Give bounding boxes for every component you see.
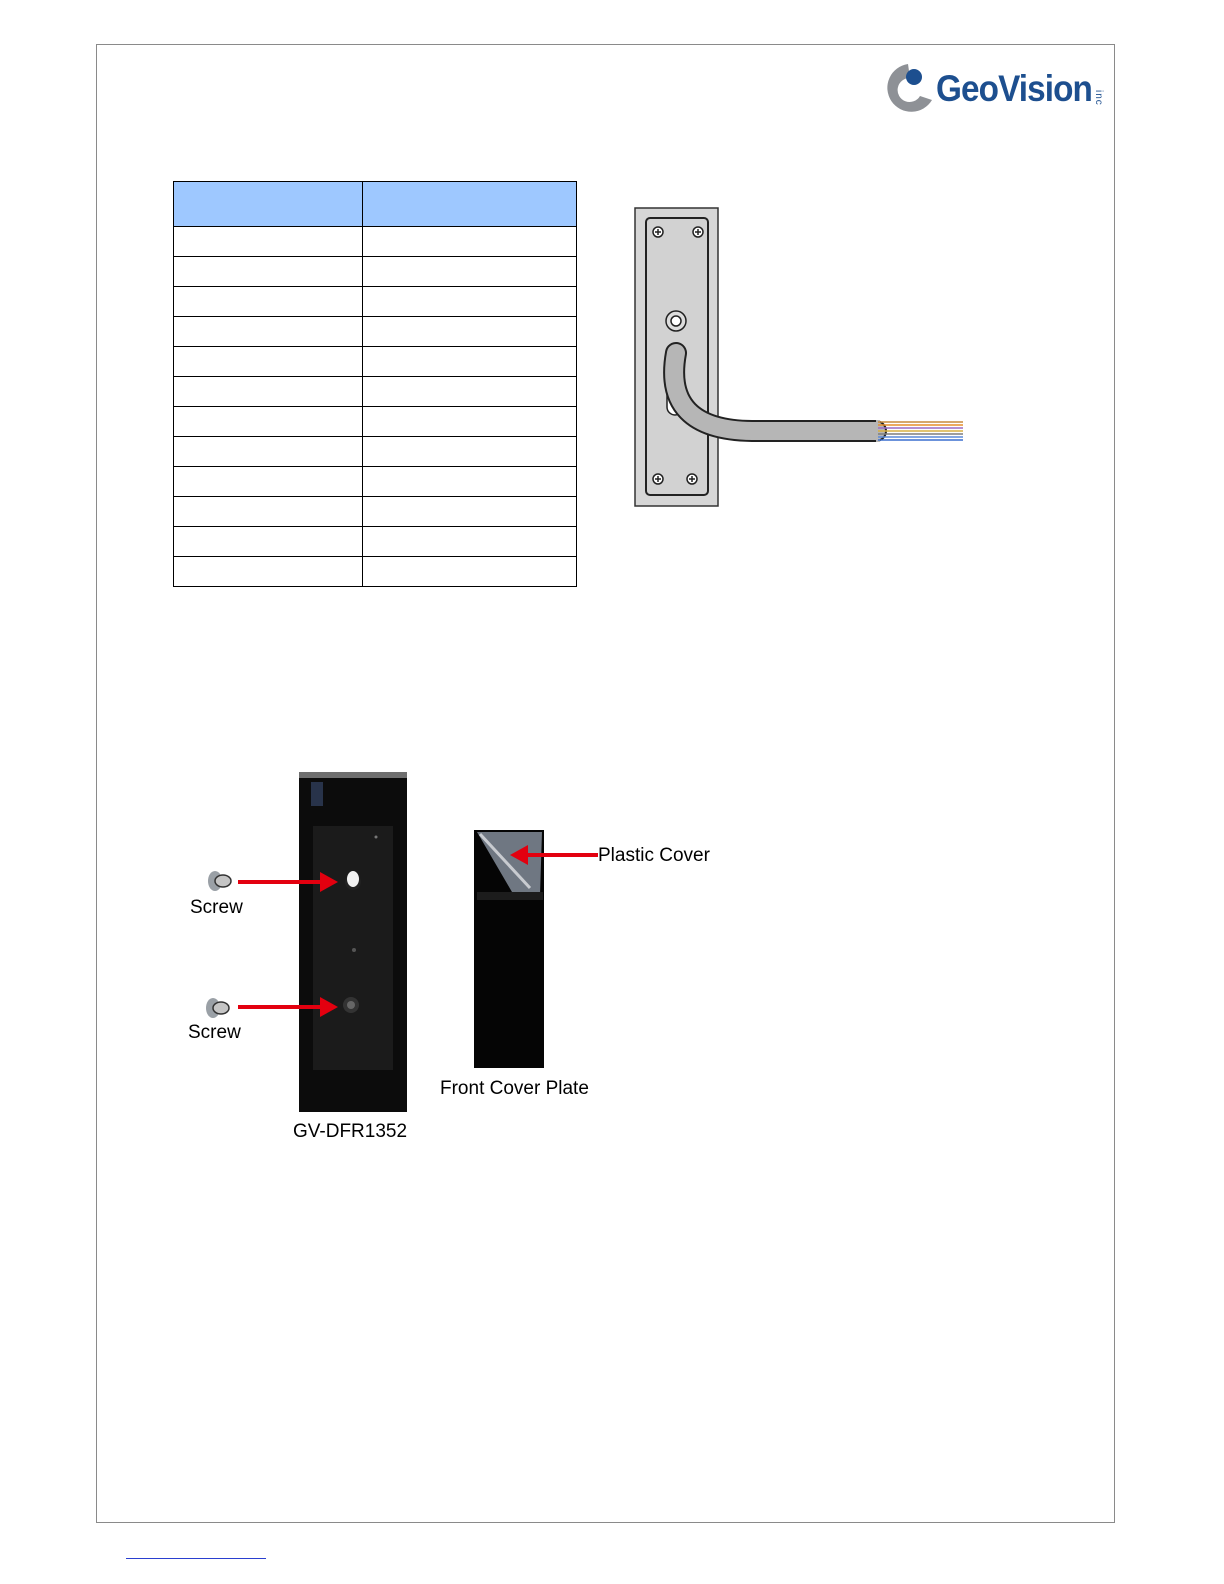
table-row bbox=[174, 557, 577, 587]
screw-hole-icon bbox=[653, 474, 663, 484]
geovision-logo bbox=[880, 60, 1110, 116]
table-cell bbox=[363, 437, 577, 467]
table-cell bbox=[363, 347, 577, 377]
screw-hole-bottom-icon bbox=[343, 997, 359, 1013]
table-row bbox=[174, 437, 577, 467]
wire-table bbox=[173, 181, 577, 587]
table-header-cell bbox=[363, 182, 577, 227]
screw-hole-icon bbox=[693, 227, 703, 237]
logo-inc: inc bbox=[1093, 90, 1104, 106]
screw-hole-icon bbox=[653, 227, 663, 237]
table-cell bbox=[363, 227, 577, 257]
table-row bbox=[174, 377, 577, 407]
table-cell bbox=[174, 287, 363, 317]
table-cell bbox=[174, 257, 363, 287]
table-cell bbox=[363, 287, 577, 317]
table-row bbox=[174, 317, 577, 347]
table-cell bbox=[174, 557, 363, 587]
label-plastic-cover: Plastic Cover bbox=[598, 845, 710, 866]
table-cell bbox=[174, 497, 363, 527]
table-cell bbox=[363, 497, 577, 527]
table-row bbox=[174, 287, 577, 317]
geovision-logo-mark-icon bbox=[880, 60, 936, 116]
reader-back-diagram bbox=[632, 205, 972, 511]
table-row bbox=[174, 497, 577, 527]
logo-wordmark: GeoVision bbox=[936, 68, 1092, 109]
table-cell bbox=[174, 467, 363, 497]
table-row bbox=[174, 467, 577, 497]
table-cell bbox=[174, 377, 363, 407]
label-screw-top: Screw bbox=[190, 897, 243, 918]
table-cell bbox=[174, 227, 363, 257]
table-cell bbox=[174, 437, 363, 467]
table-row bbox=[174, 527, 577, 557]
label-screw-bottom: Screw bbox=[188, 1022, 241, 1043]
table-row bbox=[174, 257, 577, 287]
cable-wires bbox=[878, 422, 963, 440]
table-header-row bbox=[174, 182, 577, 227]
table-cell bbox=[363, 257, 577, 287]
table-cell bbox=[363, 377, 577, 407]
table-cell bbox=[363, 527, 577, 557]
table-cell bbox=[363, 407, 577, 437]
arrow-screw-bottom bbox=[238, 997, 338, 1017]
label-front-cover-plate: Front Cover Plate bbox=[440, 1078, 589, 1099]
table-cell bbox=[174, 317, 363, 347]
table-cell bbox=[174, 527, 363, 557]
table-cell bbox=[363, 317, 577, 347]
table-cell bbox=[174, 347, 363, 377]
reader-photo bbox=[180, 760, 740, 1120]
table-row bbox=[174, 227, 577, 257]
screw-top-icon bbox=[208, 871, 231, 891]
arrow-plastic-cover bbox=[510, 845, 598, 865]
table-cell bbox=[363, 467, 577, 497]
label-model: GV-DFR1352 bbox=[293, 1121, 408, 1142]
table-header-cell bbox=[174, 182, 363, 227]
screw-hole-icon bbox=[687, 474, 697, 484]
table-row bbox=[174, 407, 577, 437]
center-hole-icon bbox=[666, 311, 686, 331]
arrow-screw-top bbox=[238, 872, 338, 892]
screw-bottom-icon bbox=[206, 998, 229, 1018]
table-cell bbox=[174, 407, 363, 437]
footer-link-underline bbox=[126, 1558, 266, 1559]
table-cell bbox=[363, 557, 577, 587]
table-row bbox=[174, 347, 577, 377]
